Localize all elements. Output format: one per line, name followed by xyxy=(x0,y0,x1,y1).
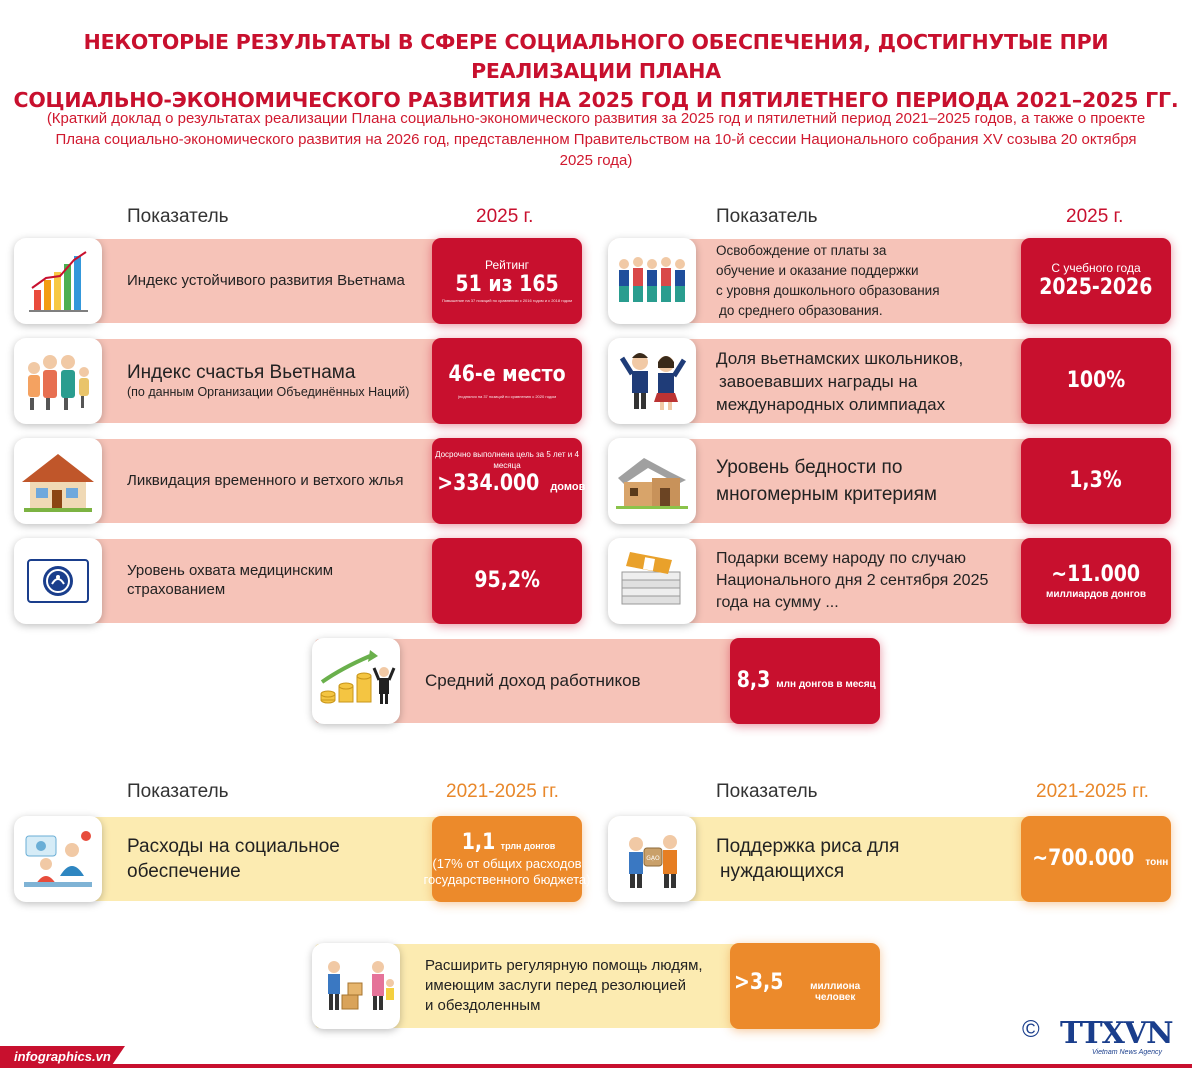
value-unit: миллиона человек xyxy=(810,980,861,1003)
value-box-health-insurance xyxy=(432,538,582,624)
header-indicator-right-period: Показатель xyxy=(716,781,818,802)
label-tuition xyxy=(716,239,1016,323)
bar-chart-icon xyxy=(14,238,102,324)
label-line: и обездоленным xyxy=(425,997,541,1014)
value-main: ~11.000 xyxy=(1051,561,1141,587)
label-line: Расходы на социальное xyxy=(127,836,340,857)
value-top: Досрочно выполнена цель за 5 лет и 4 месяца xyxy=(435,450,579,470)
value-top: С учебного года xyxy=(1051,261,1141,275)
label-line: многомерным критериям xyxy=(716,484,937,505)
value-box-avg-income xyxy=(730,638,880,724)
header-indicator-left-period: Показатель xyxy=(127,781,229,802)
page-subtitle: (Краткий доклад о результатах реализации Плана социально-экономического развития за 2025 год и пятилетний период 2021–2025 годов, а также о проекте Плана социально-экономического развития на 2026 год, представленном Правительством на 10-й сессии Национального собрания XV созыва 20 октября 2025 года) xyxy=(46,110,1146,169)
label-happiness-index xyxy=(127,339,427,423)
label-health-insurance: Уровень охвата медицинским страхованием xyxy=(127,562,334,598)
value-box-gifts xyxy=(1021,538,1171,624)
header-period-right: 2021-2025 гг. xyxy=(1036,781,1149,802)
svg-text:GẠO: GẠO xyxy=(646,855,660,862)
label-line: нуждающихся xyxy=(720,861,845,882)
value-box-regular-aid xyxy=(730,943,880,1029)
label-line: обеспечение xyxy=(127,861,241,882)
value-box-happiness-index xyxy=(432,338,582,424)
value-unit: млн донгов в месяц xyxy=(776,679,876,690)
copyright-icon: © xyxy=(1022,1016,1040,1043)
value-main: 1,3% xyxy=(1069,468,1123,493)
pupils-icon xyxy=(608,338,696,424)
family-icon xyxy=(14,338,102,424)
header-year-left: 2025 г. xyxy=(476,206,534,227)
value-main: 2025-2026 xyxy=(1039,275,1153,300)
social-security-icon xyxy=(14,816,102,902)
rice-support-icon xyxy=(608,816,696,902)
value-box-social-spending xyxy=(423,816,591,902)
label-line: Доля вьетнамских школьников, xyxy=(716,348,964,368)
value-main: >3,5 xyxy=(734,969,784,995)
label-main: Индекс счастья Вьетнама xyxy=(127,362,356,384)
label-line: с уровня дошкольного образования xyxy=(716,283,940,298)
header-indicator-right: Показатель xyxy=(716,206,818,227)
value-box-rice-support xyxy=(1021,816,1171,902)
value-main: 8,3 xyxy=(737,668,771,693)
value-top: Рейтинг xyxy=(484,258,530,272)
value-box-sustainable-index xyxy=(432,238,582,324)
value-box-olympiad xyxy=(1021,338,1171,424)
footer-source[interactable]: infographics.vn xyxy=(14,1049,111,1064)
students-icon xyxy=(608,238,696,324)
label-line: Подарки всему народу по случаю xyxy=(716,550,966,567)
logo-text: TTXVN xyxy=(1060,1016,1173,1051)
header-period-left: 2021-2025 гг. xyxy=(446,781,559,802)
value-unit: миллиардов донгов xyxy=(1046,588,1146,600)
label-line: Уровень бедности по xyxy=(716,457,903,478)
aid-boxes-icon xyxy=(312,943,400,1029)
logo-subtext: Vietnam News Agency xyxy=(1092,1049,1163,1056)
value-main: 51 из 165 xyxy=(455,272,559,297)
label-line: Национального дня 2 сентября 2025 xyxy=(716,572,989,589)
value-box-housing xyxy=(432,438,586,524)
label-line: до среднего образования. xyxy=(719,303,883,318)
title-line-1: НЕКОТОРЫЕ РЕЗУЛЬТАТЫ В СФЕРЕ СОЦИАЛЬНОГО ОБЕСПЕЧЕНИЯ, ДОСТИГНУТЫЕ ПРИ РЕАЛИЗАЦИИ ПЛАНА xyxy=(83,30,1109,83)
value-main: 95,2% xyxy=(474,568,540,593)
label-avg-income: Средний доход работников xyxy=(425,671,641,691)
label-line: международных олимпиадах xyxy=(716,394,946,414)
label-line: Поддержка риса для xyxy=(716,836,900,857)
label-sub: (по данным Организации Объединённых Наций) xyxy=(127,385,410,400)
label-poverty xyxy=(716,439,1016,523)
income-growth-icon xyxy=(312,638,400,724)
label-line: Расширить регулярную помощь людям, xyxy=(425,957,703,974)
value-note: (17% от общих расходов xyxy=(432,856,582,871)
health-insurance-icon xyxy=(14,538,102,624)
label-line: завоевавших награды на xyxy=(719,371,918,391)
value-main: >334.000 xyxy=(436,471,540,496)
label-line: имеющим заслуги перед резолюцией xyxy=(425,977,686,994)
value-box-tuition xyxy=(1021,238,1171,324)
money-gift-icon xyxy=(608,538,696,624)
value-unit: домов xyxy=(550,481,586,493)
label-regular-aid xyxy=(425,944,725,1028)
label-rice-support xyxy=(716,817,1016,901)
value-note: государственного бюджета) xyxy=(423,872,591,887)
value-main: ~700.000 xyxy=(1031,846,1135,871)
value-main: 1,1 xyxy=(461,830,495,855)
label-sustainable-index: Индекс устойчивого развития Вьетнама xyxy=(127,271,405,289)
value-box-poverty xyxy=(1021,438,1171,524)
title-line-2: СОЦИАЛЬНО-ЭКОНОМИЧЕСКОГО РАЗВИТИЯ НА 2025 ГОД И ПЯТИЛЕТНЕГО ПЕРИОДА 2021–2025 ГГ. xyxy=(13,88,1179,112)
poor-house-icon xyxy=(608,438,696,524)
value-note: (поднялся на 37 позиций по сравнению с 2020 годом xyxy=(457,394,557,399)
label-social-spending xyxy=(127,817,427,901)
label-line: Освобождение от платы за xyxy=(716,243,887,258)
footer-line xyxy=(0,1064,1192,1068)
header-indicator-left: Показатель xyxy=(127,206,229,227)
house-icon xyxy=(14,438,102,524)
label-line: обучение и оказание поддержки xyxy=(716,263,919,278)
label-gifts xyxy=(716,539,1016,623)
label-housing: Ликвидация временного и ветхого жлья xyxy=(127,471,404,489)
value-main: 46-е место xyxy=(448,362,566,387)
header-year-right: 2025 г. xyxy=(1066,206,1124,227)
value-unit: трлн донгов xyxy=(500,841,556,851)
value-unit: тонн xyxy=(1145,857,1169,868)
label-line: года на сумму ... xyxy=(716,594,839,611)
value-note: Повышение на 37 позиций по сравнению с 2016 годом и с 2018 годом xyxy=(441,298,573,303)
page-title xyxy=(0,28,1192,115)
value-main: 100% xyxy=(1066,368,1126,393)
label-olympiad xyxy=(716,339,1016,423)
ttxvn-logo xyxy=(1022,1016,1182,1060)
